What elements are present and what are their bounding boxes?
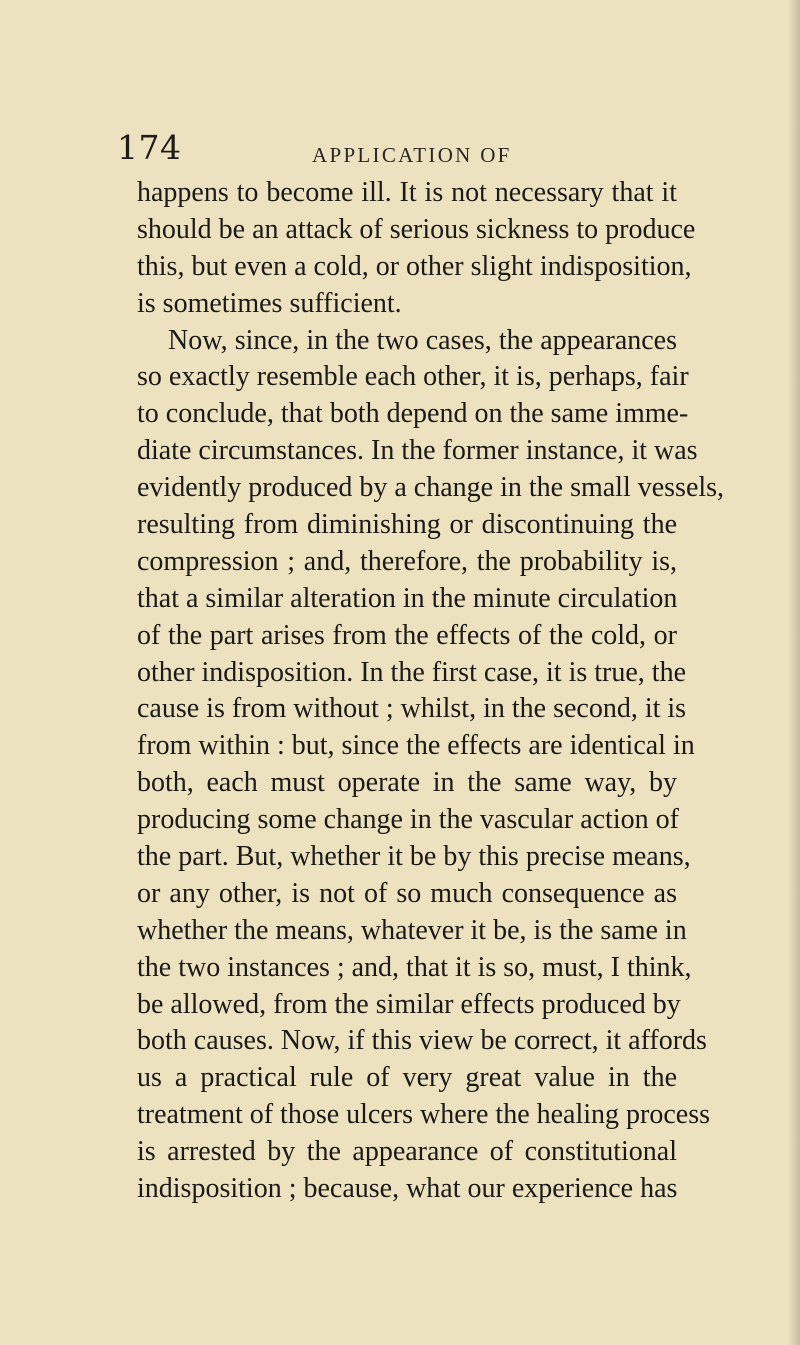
text-line: both causes. Now, if this view be correct, it affords: [137, 1025, 707, 1057]
text-line: evidently produced by a change in the small vessels,: [137, 472, 725, 504]
text-line: producing some change in the vascular action of: [137, 804, 679, 836]
text-line: this, but even a cold, or other slight indisposition,: [137, 250, 692, 282]
text-line: happens to become ill. It is not necessary that it: [137, 177, 677, 208]
text-line: indisposition ; because, what our experience has: [137, 1173, 678, 1205]
text-line: the part. But, whether it be by this precise means,: [137, 841, 691, 873]
text-line: resulting from diminishing or discontinuing the: [137, 509, 677, 541]
text-line: treatment of those ulcers where the healing process: [137, 1099, 711, 1131]
text-line: is sometimes sufficient.: [137, 287, 402, 319]
text-line: both, each must operate in the same way, by: [137, 767, 677, 799]
page-edge-shadow: [788, 0, 800, 1345]
text-line: Now, since, in the two cases, the appearances: [168, 324, 677, 356]
text-line: us a practical rule of very great value in the: [137, 1062, 677, 1094]
text-line: diate circumstances. In the former instance, it was: [137, 435, 698, 467]
text-line: be allowed, from the similar effects produced by: [137, 988, 681, 1020]
text-line: from within : but, since the effects are identical in: [137, 730, 695, 762]
text-line: should be an attack of serious sickness to produce: [137, 213, 696, 245]
text-line: to conclude, that both depend on the same imme-: [137, 398, 689, 430]
text-line: other indisposition. In the first case, it is true, the: [137, 656, 687, 688]
text-line: whether the means, whatever it be, is the same in: [137, 914, 687, 946]
text-line: of the part arises from the effects of the cold, or: [137, 619, 677, 651]
text-line: the two instances ; and, that it is so, must, I think,: [137, 951, 692, 983]
text-line: cause is from without ; whilst, in the second, it is: [137, 693, 687, 725]
text-line: so exactly resemble each other, it is, perhaps, fair: [137, 361, 689, 393]
page-number: 174: [117, 128, 182, 167]
text-line: is arrested by the appearance of constitutional: [137, 1136, 677, 1168]
text-line: compression ; and, therefore, the probability is,: [137, 545, 677, 577]
body-text: [137, 175, 725, 1208]
running-head: APPLICATION OF: [312, 143, 512, 167]
text-line: that a similar alteration in the minute circulation: [137, 582, 678, 614]
text-line: or any other, is not of so much consequence as: [137, 877, 677, 909]
